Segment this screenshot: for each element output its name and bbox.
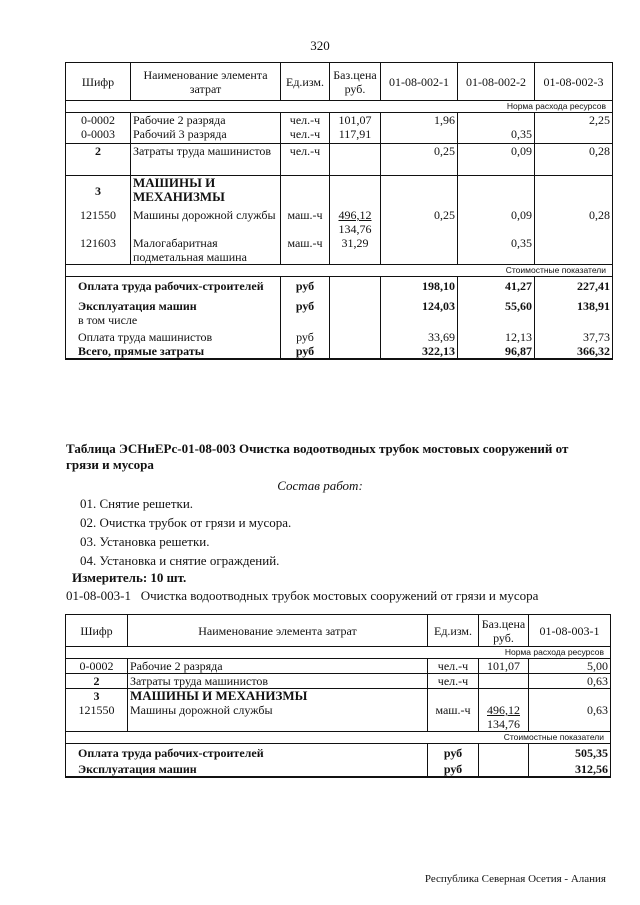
works-list xyxy=(80,494,291,570)
table-row: 121603 Малогабаритная подметальная машина маш.-ч 31,29 0,35 xyxy=(66,236,613,265)
norm-label-row: Норма расхода ресурсов xyxy=(66,647,611,659)
table-row: 0-0003 Рабочий 3 разряда чел.-ч 117,91 0,35 xyxy=(66,127,613,144)
works-heading: Состав работ: xyxy=(277,478,363,493)
cost-row: Оплата труда рабочих-строителей руб 505,35 xyxy=(66,744,611,761)
price-base: 134,76 xyxy=(338,222,372,236)
footer-region: Республика Северная Осетия - Алания xyxy=(424,873,606,885)
table-row: 121550 Машины дорожной службы маш.-ч 496,12 134,76 0,63 xyxy=(66,703,611,732)
header-col1: 01-08-002-1 xyxy=(381,63,458,101)
cost-row: Всего, прямые затраты руб 322,13 96,87 366,32 xyxy=(66,344,613,359)
table-row: 121550 Машины дорожной службы маш.-ч 496,12 134,76 0,25 0,09 0,28 xyxy=(66,206,613,236)
table-row: 3 МАШИНЫ И МЕХАНИЗМЫ xyxy=(66,689,611,704)
table-row: 0-0002 Рабочие 2 разряда чел.-ч 101,07 1,96 2,25 xyxy=(66,113,613,128)
table-header-row: Шифр Наименование элемента затрат Ед.изм. Баз.цена руб. 01-08-003-1 xyxy=(66,615,611,647)
resource-table-1 xyxy=(65,62,613,360)
price-current: 496,12 xyxy=(487,703,520,717)
list-item: 03. Установка решетки. xyxy=(80,534,210,549)
item-line: 01-08-003-1 Очистка водоотводных трубок мостовых сооружений от грязи и мусора xyxy=(66,588,539,603)
header-col2: 01-08-002-2 xyxy=(458,63,535,101)
cost-row: Оплата труда машинистов руб 33,69 12,13 37,73 xyxy=(66,327,613,344)
header-price: Баз.цена руб. xyxy=(330,63,381,101)
cost-label: Стоимостные показатели xyxy=(66,265,613,277)
header-unit: Ед.изм. xyxy=(281,63,330,101)
table-row: 2 Затраты труда машинистов чел.-ч 0,63 xyxy=(66,674,611,689)
list-item: 01. Снятие решетки. xyxy=(80,496,194,511)
table-row: 0-0002 Рабочие 2 разряда чел.-ч 101,07 5,00 xyxy=(66,659,611,674)
cost-row: Оплата труда рабочих-строителей руб 198,10 41,27 227,41 xyxy=(66,277,613,294)
cost-label-row: Стоимостные показатели xyxy=(66,732,611,744)
table-row: 2 Затраты труда машинистов чел.-ч 0,25 0,09 0,28 xyxy=(66,144,613,176)
resource-table-2 xyxy=(65,614,611,778)
list-item: 02. Очистка трубок от грязи и мусора. xyxy=(80,515,292,530)
norm-label-row xyxy=(66,101,613,113)
header-col3: 01-08-002-3 xyxy=(535,63,613,101)
price-current: 496,12 xyxy=(338,208,372,222)
table-row: 3 МАШИНЫ И МЕХАНИЗМЫ xyxy=(66,176,613,207)
page-number: 320 xyxy=(310,38,330,53)
section-title: Таблица ЭСНиЕРс-01-08-003 Очистка водоотводных трубок мостовых сооружений от грязи и мусора xyxy=(66,441,569,472)
price-base: 134,76 xyxy=(487,717,520,731)
header-name: Наименование элемента затрат xyxy=(131,63,281,101)
list-item: 04. Установка и снятие ограждений. xyxy=(80,553,280,568)
cost-label-row xyxy=(66,265,613,277)
cost-row: Эксплуатация машин в том числе руб 124,03 55,60 138,91 xyxy=(66,293,613,327)
table-header-row xyxy=(66,63,613,101)
header-code: Шифр xyxy=(66,63,131,101)
meter-line: Измеритель: 10 шт. xyxy=(72,570,187,585)
cost-row: Эксплуатация машин руб 312,56 xyxy=(66,760,611,777)
norm-label: Норма расхода ресурсов xyxy=(66,101,613,113)
